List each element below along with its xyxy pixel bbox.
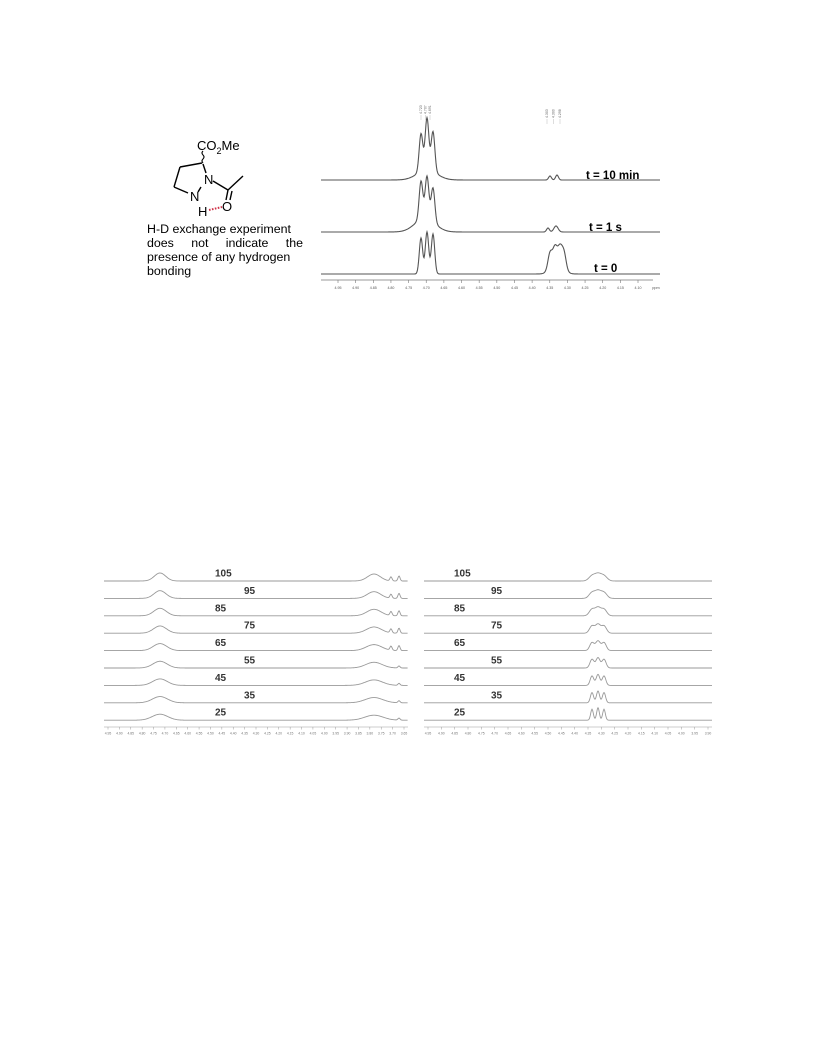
x-tick-label: 4.70	[491, 731, 498, 736]
temperature-label: 75	[491, 620, 503, 632]
vt-nmr-spectra-right	[424, 562, 716, 738]
x-tick-label: 4.00	[321, 731, 328, 736]
x-tick-label: 4.55	[531, 731, 538, 736]
vt-spectrum-trace	[104, 644, 408, 651]
temperature-label: 25	[454, 707, 466, 719]
vt-spectrum-trace	[424, 674, 712, 685]
substituent-label: $CO_2Me$	[197, 138, 240, 156]
vt-spectrum-trace	[424, 708, 712, 721]
peak-pick-label: 4.691	[428, 105, 432, 114]
x-tick-label: 4.65	[440, 286, 448, 290]
vt-spectrum-trace	[424, 641, 712, 651]
x-tick-label: 3.80	[366, 731, 374, 736]
x-tick-label: 4.45	[510, 286, 518, 290]
x-tick-label: 3.75	[377, 731, 385, 736]
x-tick-label: 4.80	[387, 286, 395, 290]
x-tick-label: 4.25	[581, 286, 589, 290]
temperature-label: 35	[244, 690, 256, 702]
x-tick-label: 4.25	[264, 731, 271, 736]
x-tick-label: 4.75	[478, 731, 485, 736]
amine-nitrogen-label: N	[190, 189, 200, 204]
temperature-label: 105	[454, 568, 471, 580]
x-tick-label: 3.70	[389, 731, 396, 736]
chemical-structure	[150, 136, 260, 222]
vt-spectrum-trace	[424, 624, 712, 634]
x-tick-label: 4.85	[369, 286, 377, 290]
temperature-label: 95	[491, 585, 503, 597]
vt-spectrum-trace	[104, 697, 408, 703]
x-tick-label: 4.90	[116, 731, 123, 736]
oxygen-label: O	[222, 199, 233, 214]
bond-c4-nh	[174, 187, 188, 193]
x-tick-label: 4.40	[571, 731, 578, 736]
x-tick-label: 4.60	[518, 731, 525, 736]
x-tick-label: 4.65	[173, 731, 180, 736]
x-tick-label: 4.95	[104, 731, 112, 736]
vt-spectrum-trace	[424, 691, 712, 703]
x-tick-label: 3.90	[343, 731, 351, 736]
temperature-label: 65	[454, 638, 466, 650]
caption-line-3: presence of any hydrogen	[147, 250, 291, 264]
x-tick-label: 4.60	[184, 731, 191, 736]
caption-line-2: does not indicate the	[147, 236, 303, 250]
vt-spectrum-trace	[104, 661, 408, 668]
x-tick-label: 4.35	[584, 731, 592, 736]
vt-spectrum-trace	[104, 591, 408, 599]
x-tick-label: 4.40	[229, 731, 237, 736]
x-tick-label: 4.30	[598, 731, 605, 736]
hydrogen-bond-dash	[209, 207, 222, 210]
temperature-label: 95	[244, 585, 256, 597]
axis-unit: ppm	[652, 286, 660, 290]
temperature-label: 55	[244, 655, 256, 667]
x-tick-label: 4.15	[638, 731, 645, 736]
temperature-label: 105	[215, 568, 232, 580]
caption-line-4: bonding	[147, 264, 192, 278]
caption-line-1: H-D exchange experiment	[147, 222, 291, 236]
peak-pick-label: 4.300	[551, 109, 556, 118]
x-tick-label: 4.05	[309, 731, 317, 736]
x-tick-label: 4.45	[558, 731, 565, 736]
x-tick-label: 4.70	[422, 286, 430, 290]
peak-pick-label: 4.723	[419, 105, 423, 114]
vt-spectrum-trace	[104, 679, 408, 686]
figure-caption	[147, 222, 303, 278]
x-tick-label: 3.85	[355, 731, 362, 736]
x-tick-label: 4.80	[138, 731, 146, 736]
x-tick-label: 4.80	[464, 731, 472, 736]
x-tick-label: 4.40	[528, 286, 536, 290]
bond-n-carbonyl	[213, 181, 228, 190]
vt-spectrum-trace	[104, 714, 408, 720]
vt-spectrum-trace	[104, 608, 408, 616]
peak-pick-label: 4.303	[545, 109, 549, 118]
x-tick-label: 3.65	[400, 731, 408, 736]
peak-pick-label: 4.298	[558, 109, 562, 118]
trace-label: t = 0	[594, 263, 618, 275]
x-tick-label: 4.45	[218, 731, 226, 736]
ring-nitrogen-label: N	[204, 172, 214, 187]
x-tick-label: 4.95	[424, 731, 432, 736]
x-tick-label: 4.50	[544, 731, 552, 736]
bond-c2-c3	[180, 163, 202, 167]
x-tick-label: 4.85	[451, 731, 458, 736]
temperature-label: 25	[215, 707, 227, 719]
x-tick-label: 4.30	[252, 731, 260, 736]
x-tick-label: 4.50	[493, 286, 501, 290]
x-tick-label: 4.00	[678, 731, 685, 736]
x-tick-label: 4.55	[475, 286, 483, 290]
x-tick-label: 4.05	[664, 731, 672, 736]
x-tick-label: 4.75	[150, 731, 157, 736]
x-tick-label: 3.95	[691, 731, 698, 736]
hydrogen-label: H	[198, 204, 208, 219]
x-tick-label: 4.20	[599, 286, 607, 290]
x-tick-label: 3.90	[704, 731, 712, 736]
x-tick-label: 4.15	[616, 286, 624, 290]
x-tick-label: 4.60	[458, 286, 466, 290]
x-tick-label: 4.85	[127, 731, 135, 736]
x-tick-label: 4.10	[651, 731, 658, 736]
x-tick-label: 4.10	[634, 286, 642, 290]
vt-spectrum-trace	[424, 590, 712, 599]
trace-label: t = 1 s	[589, 222, 622, 234]
peak-pick-label: 4.707	[423, 105, 428, 114]
temperature-label: 85	[454, 603, 466, 615]
temperature-label: 45	[215, 672, 227, 684]
hd-exchange-nmr-spectra	[318, 96, 664, 292]
x-tick-label: 4.70	[161, 731, 169, 736]
temperature-label: 55	[491, 655, 503, 667]
x-tick-label: 4.95	[334, 286, 342, 290]
x-tick-label: 4.35	[546, 286, 554, 290]
x-tick-label: 4.55	[195, 731, 203, 736]
x-tick-label: 4.50	[207, 731, 214, 736]
bond-c3-c4	[174, 167, 180, 187]
x-tick-label: 4.65	[504, 731, 512, 736]
x-tick-label: 4.30	[563, 286, 571, 290]
x-tick-label: 4.15	[286, 731, 294, 736]
trace-label: t = 10 min	[586, 170, 640, 182]
x-tick-label: 4.35	[241, 731, 248, 736]
x-tick-label: 4.10	[298, 731, 305, 736]
temperature-label: 45	[454, 672, 466, 684]
temperature-label: 35	[491, 690, 503, 702]
temperature-label: 85	[215, 603, 227, 615]
vt-spectrum-trace	[104, 573, 408, 581]
x-tick-label: 4.90	[352, 286, 360, 290]
vt-spectrum-trace	[424, 655, 712, 668]
vt-spectrum-trace	[104, 626, 408, 633]
x-tick-label: 4.90	[438, 731, 445, 736]
x-tick-label: 4.20	[624, 731, 632, 736]
temperature-label: 75	[244, 620, 256, 632]
x-tick-label: 4.20	[275, 731, 283, 736]
x-tick-label: 3.95	[332, 731, 339, 736]
vt-nmr-spectra-left	[104, 562, 412, 738]
x-tick-label: 4.25	[611, 731, 618, 736]
bond-carbonyl-methyl	[228, 176, 243, 190]
vt-spectrum-trace	[424, 607, 712, 616]
temperature-label: 65	[215, 638, 227, 650]
x-tick-label: 4.75	[405, 286, 413, 290]
